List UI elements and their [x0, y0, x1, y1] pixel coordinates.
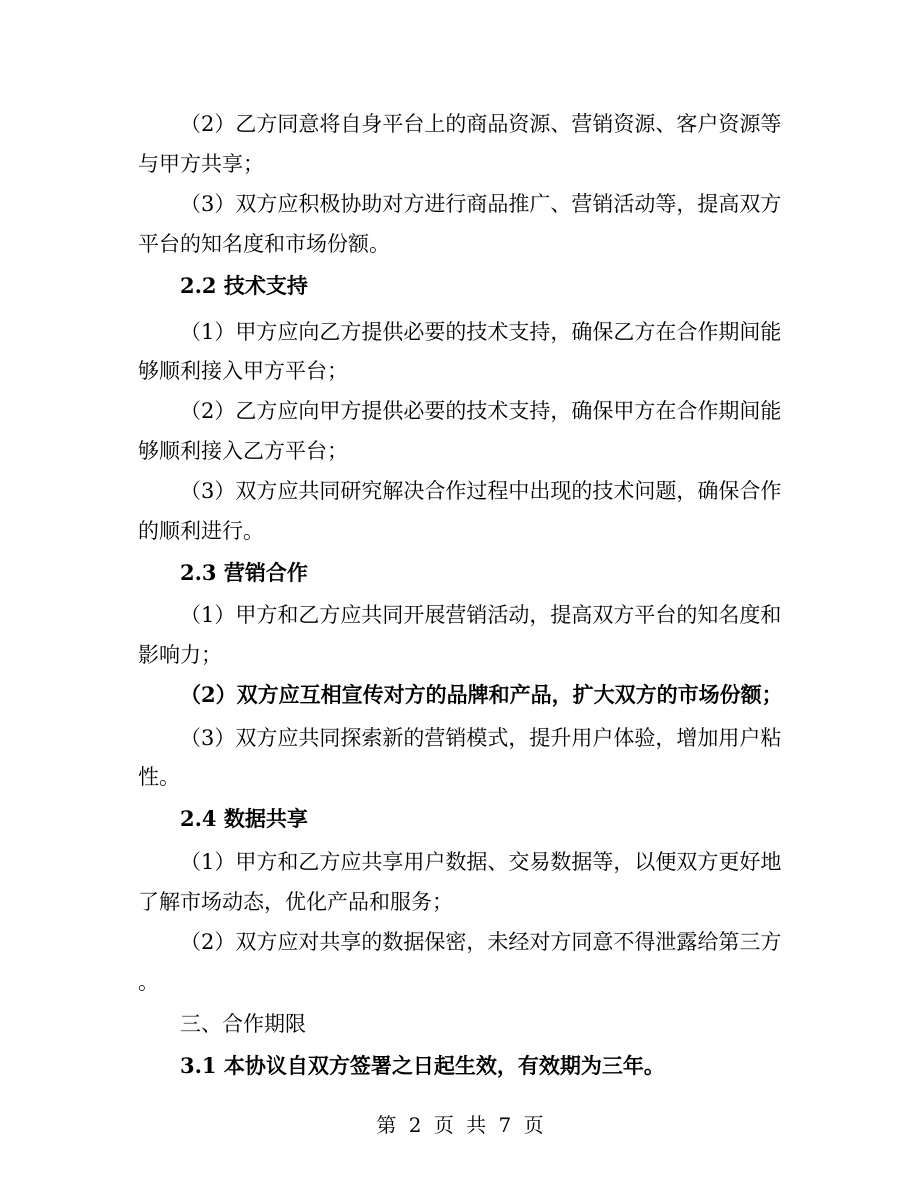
section-heading: 2.2 技术支持 [180, 273, 308, 298]
paragraph-line: （3）双方应共同研究解决合作过程中出现的技术问题，确保合作 [180, 479, 782, 503]
paragraph-line: 。 [138, 970, 159, 994]
paragraph-line: （3）双方应积极协助对方进行商品推广、营销活动等，提高双方 [180, 192, 782, 216]
paragraph-line-bold: （2）双方应互相宣传对方的品牌和产品，扩大双方的市场份额； [180, 682, 783, 707]
page-number: 第 2 页 共 7 页 [376, 1113, 544, 1137]
paragraph-line: 的顺利进行。 [138, 519, 264, 543]
paragraph-line: 够顺利接入乙方平台； [138, 439, 348, 463]
paragraph-line: （2）乙方应向甲方提供必要的技术支持，确保甲方在合作期间能 [180, 399, 782, 423]
paragraph-line: （2）乙方同意将自身平台上的商品资源、营销资源、客户资源等 [180, 112, 782, 136]
paragraph-line: （2）双方应对共享的数据保密，未经对方同意不得泄露给第三方 [180, 930, 782, 954]
paragraph-line: 性。 [138, 765, 180, 789]
paragraph-line: 平台的知名度和市场份额。 [138, 232, 390, 256]
paragraph-line-bold: 3.1 本协议自双方签署之日起生效，有效期为三年。 [180, 1053, 665, 1078]
paragraph-line: （3）双方应共同探索新的营销模式，提升用户体验，增加用户粘 [180, 726, 782, 750]
paragraph-line: 够顺利接入甲方平台； [138, 359, 348, 383]
paragraph-line: 了解市场动态，优化产品和服务； [138, 890, 453, 914]
section-heading: 三、合作期限 [180, 1012, 306, 1036]
section-heading: 2.3 营销合作 [180, 560, 308, 585]
paragraph-line: （1）甲方和乙方应共享用户数据、交易数据等，以便双方更好地 [180, 850, 782, 874]
paragraph-line: （1）甲方和乙方应共同开展营销活动，提高双方平台的知名度和 [180, 603, 782, 627]
paragraph-line: 与甲方共享； [138, 152, 264, 176]
paragraph-line: 影响力； [138, 643, 222, 667]
paragraph-line: （1）甲方应向乙方提供必要的技术支持，确保乙方在合作期间能 [180, 320, 782, 344]
section-heading: 2.4 数据共享 [180, 806, 308, 831]
